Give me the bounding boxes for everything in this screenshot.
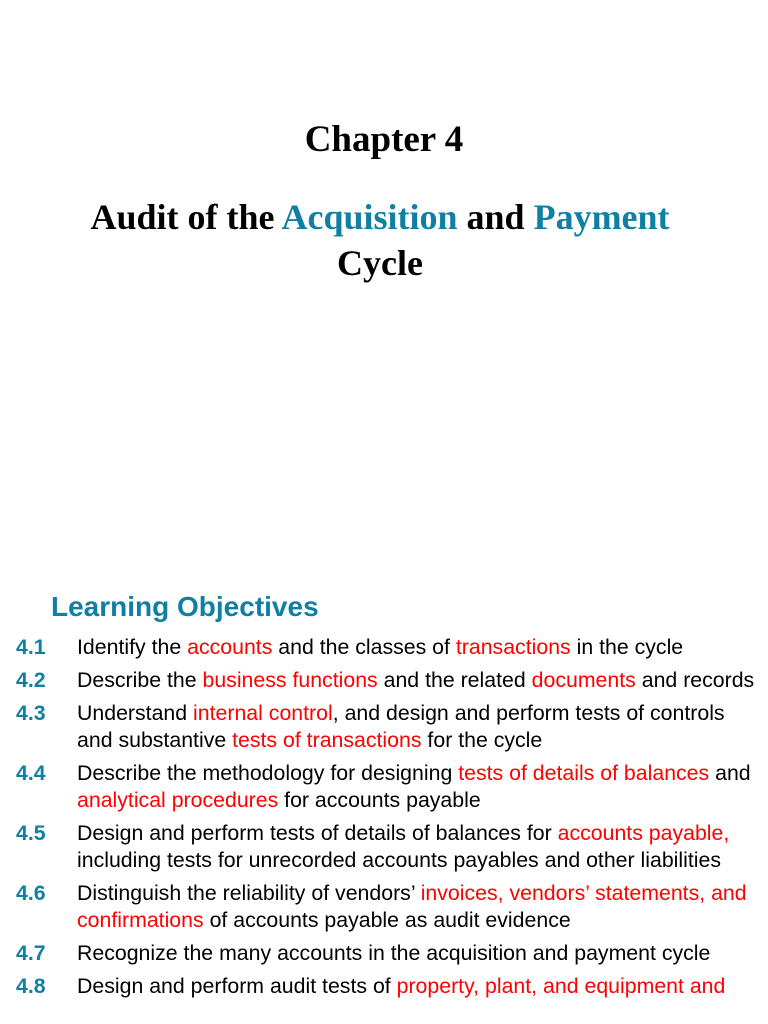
- objective-text-segment: Describe the methodology for designing: [77, 761, 459, 785]
- objective-keyword: internal control: [193, 701, 333, 725]
- learning-objectives-heading: Learning Objectives: [51, 591, 319, 622]
- objective-text-segment: for the cycle: [421, 728, 543, 752]
- objective-text-segment: Recognize the many accounts in the acquisition and payment cycle: [77, 941, 711, 965]
- objective-number: 4.5: [16, 821, 46, 845]
- objective-number: 4.6: [16, 881, 46, 905]
- objective-text-segment: for accounts payable: [278, 788, 481, 812]
- objective-keyword: tests of details of balances: [458, 761, 710, 785]
- objective-keyword: tests of transactions: [232, 728, 422, 752]
- objective-item: [0, 940, 768, 967]
- objective-keyword: analytical procedures: [77, 788, 279, 812]
- objective-text: [77, 668, 754, 692]
- objective-keyword: transactions: [455, 635, 571, 659]
- objective-text: [77, 941, 710, 965]
- objective-keyword: invoices, vendors’ statements, and confirmations: [77, 881, 747, 932]
- objective-number: 4.4: [16, 761, 46, 785]
- objective-text-segment: Distinguish the reliability of vendors’: [77, 881, 421, 905]
- page-title: [30, 194, 730, 286]
- objective-number: 4.8: [16, 974, 46, 998]
- objective-text: [77, 701, 725, 752]
- objective-text-segment: Design and perform audit tests of: [77, 974, 397, 998]
- objective-text-segment: Understand: [77, 701, 194, 725]
- objective-item: [0, 634, 768, 661]
- objective-text: [77, 974, 725, 998]
- objective-text: [77, 635, 683, 659]
- objective-keyword: documents: [531, 668, 636, 692]
- objective-text-segment: , and design and perform tests of controls and substantive: [77, 701, 725, 752]
- objective-keyword: accounts: [187, 635, 273, 659]
- objective-text-segment: including tests for unrecorded accounts payables and other liabilities: [77, 848, 722, 872]
- objective-text-segment: in the cycle: [570, 635, 684, 659]
- objective-text: [77, 821, 729, 872]
- objective-text-segment: and records: [635, 668, 755, 692]
- objective-text: [77, 761, 751, 812]
- objective-item: [0, 700, 768, 754]
- chapter-heading: Chapter 4: [304, 119, 464, 160]
- objective-text-segment: of accounts payable as audit evidence: [203, 908, 571, 932]
- objective-keyword: business functions: [202, 668, 378, 692]
- objective-item: [0, 880, 768, 934]
- title-text: Cycle: [337, 243, 423, 283]
- objective-number: 4.3: [16, 701, 46, 725]
- objective-item: [0, 973, 768, 1000]
- objective-keyword: accounts payable,: [557, 821, 730, 845]
- title-text: Audit of the: [90, 197, 282, 237]
- objective-text-segment: and the classes of: [272, 635, 456, 659]
- objective-number: 4.1: [16, 635, 46, 659]
- objective-item: [0, 760, 768, 814]
- objective-text-segment: and: [709, 761, 751, 785]
- objective-text-segment: Identify the: [77, 635, 188, 659]
- objective-number: 4.2: [16, 668, 46, 692]
- objective-number: 4.7: [16, 941, 46, 965]
- objective-item: [0, 667, 768, 694]
- objective-text: [77, 881, 747, 932]
- title-text: and: [457, 197, 534, 237]
- title-accent-payment: Payment: [533, 197, 670, 237]
- objective-keyword: property, plant, and equipment and: [396, 974, 726, 998]
- objective-text-segment: and the related: [377, 668, 532, 692]
- title-accent-acquisition: Acquisition: [281, 197, 458, 237]
- learning-objectives-list: [0, 634, 768, 1006]
- objective-text-segment: Design and perform tests of details of balances for: [77, 821, 558, 845]
- objective-text-segment: Describe the: [77, 668, 203, 692]
- objective-item: [0, 820, 768, 874]
